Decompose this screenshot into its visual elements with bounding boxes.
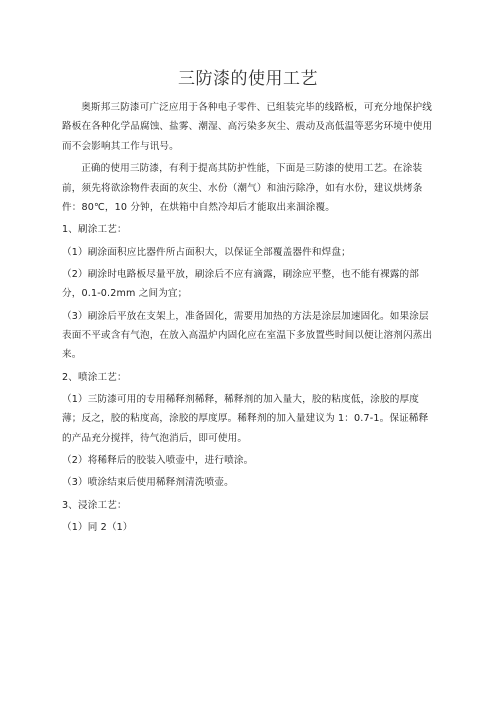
spraying-step-2: （2）将稀释后的胶装入喷壶中，进行喷涂。 xyxy=(62,455,254,467)
brushing-step-1: （1）刷涂面积应比器件所占面积大，以保证全部覆盖器件和焊盘； xyxy=(62,246,351,258)
section-heading-dipping: 3、浸涂工艺： xyxy=(62,499,127,511)
section-heading-brushing: 1、刷涂工艺： xyxy=(62,224,127,236)
usage-paragraph: 正确的使用三防漆，有利于提高其防护性能，下面是三防漆的使用工艺。在涂装前，须先将欲涂物件表面的灰尘、水份（潮气）和油污除净，如有水份，建议烘烤条件：80℃，10 分钟，在烘箱中自然冷却后才能取出来涸涂覆。 xyxy=(62,163,423,213)
spraying-step-3: （3）喷涂结束后使用稀释剂清洗喷壶。 xyxy=(62,477,234,489)
brushing-step-3: （3）刷涂后平放在支架上，准备固化，需要用加热的方法是涂层加速固化。如果涂层表面不平或含有气泡，在放入高温炉内固化应在室温下多放置些时间以便让溶剂闪蒸出来。 xyxy=(62,310,433,361)
dipping-step-1: （1）同 2（1） xyxy=(62,521,133,533)
intro-paragraph: 奥斯邦三防漆可广泛应用于各种电子零件、已组装完毕的线路板，可充分地保护线路板在各种化学品腐蚀、盐雾、潮湿、高污染多灰尘、震动及高低温等恶劣环境中使用而不会影响其工作与讯号。 xyxy=(62,102,433,152)
document-title: 三防漆的使用工艺 xyxy=(178,69,318,89)
section-heading-spraying: 2、喷涂工艺： xyxy=(62,371,127,383)
document-body xyxy=(62,98,436,540)
brushing-step-2: （2）刷涂时电路板尽量平放，刷涂后不应有滴露，刷涂应平整，也不能有裸露的部分，0.1-0.2mm 之间为宜； xyxy=(62,268,420,300)
spraying-step-1: （1）三防漆可用的专用稀释剂稀释，稀释剂的加入量大，胶的粘度低，涂胶的厚度薄；反之，胶的粘度高，涂胶的厚度厚。稀释剂的加入量建议为 1：0.7-1。保证稀释的产品充分搅拌，待气泡消后，即可使用。 xyxy=(62,393,429,444)
